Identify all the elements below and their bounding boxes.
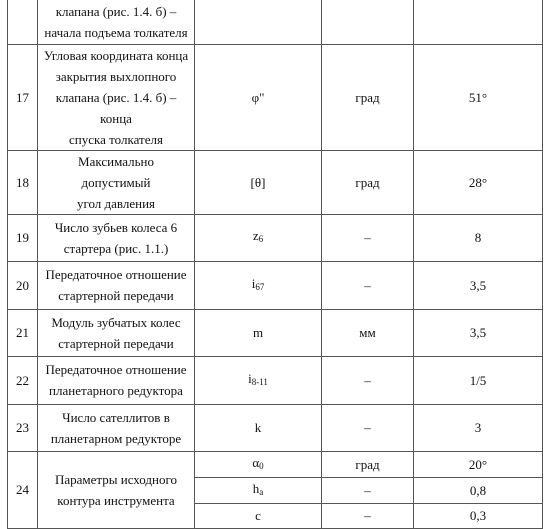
parameter-unit: град	[322, 44, 414, 150]
parameter-value: 20°	[414, 451, 543, 477]
parameter-symbol: φ"	[195, 44, 322, 150]
parameter-value: 3,5	[414, 261, 543, 309]
table-row	[8, 451, 543, 477]
parameter-description: Число сателлитов в планетарном редукторе	[38, 404, 195, 451]
table-row	[8, 214, 543, 261]
parameter-symbol: k	[195, 404, 322, 451]
parameter-unit: –	[322, 261, 414, 309]
parameters-table-page	[7, 0, 542, 523]
parameter-symbol: c	[195, 503, 322, 528]
parameter-value: 3	[414, 404, 543, 451]
parameter-symbol: $h_a$	[195, 477, 322, 503]
parameter-symbol: m	[195, 309, 322, 356]
parameter-description: Число зубьев колеса 6 стартера (рис. 1.1.)	[38, 214, 195, 261]
parameter-value: 1/5	[414, 356, 543, 404]
row-number: 23	[8, 404, 38, 451]
parameter-description: Передаточное отношение планетарного редуктора	[38, 356, 195, 404]
table-row	[8, 309, 543, 356]
parameter-value	[414, 0, 543, 44]
parameter-description: Максимально допустимый угол давления	[38, 150, 195, 214]
parameter-description: клапана (рис. 1.4. б) – начала подъема толкателя	[38, 0, 195, 44]
row-number: 20	[8, 261, 38, 309]
row-number: 21	[8, 309, 38, 356]
parameter-unit: град	[322, 451, 414, 477]
row-number: 18	[8, 150, 38, 214]
parameter-symbol: $i_{8-11}$	[195, 356, 322, 404]
table-row	[8, 150, 543, 214]
parameter-symbol: [θ]	[195, 150, 322, 214]
parameter-value: 28°	[414, 150, 543, 214]
parameter-unit: град	[322, 150, 414, 214]
parameter-value: 51°	[414, 44, 543, 150]
parameter-symbol: $\alpha_0$	[195, 451, 322, 477]
parameter-symbol: $i_{67}$	[195, 261, 322, 309]
row-number: 17	[8, 44, 38, 150]
parameter-unit	[322, 0, 414, 44]
parameter-unit: –	[322, 214, 414, 261]
parameter-symbol	[195, 0, 322, 44]
table-row	[8, 356, 543, 404]
parameter-unit: –	[322, 503, 414, 528]
table-row	[8, 0, 543, 44]
parameter-description: Модуль зубчатых колес стартерной передачи	[38, 309, 195, 356]
parameter-description: Угловая координата конца закрытия выхлопного клапана (рис. 1.4. б) – конца спуска толкателя	[38, 44, 195, 150]
parameter-description: Параметры исходного контура инструмента	[38, 451, 195, 528]
parameter-unit: мм	[322, 309, 414, 356]
parameters-table	[7, 0, 543, 529]
parameter-value: 8	[414, 214, 543, 261]
parameter-unit: –	[322, 356, 414, 404]
row-number: 24	[8, 451, 38, 528]
row-number: 19	[8, 214, 38, 261]
table-row	[8, 44, 543, 150]
parameter-unit: –	[322, 404, 414, 451]
table-row	[8, 261, 543, 309]
parameter-description: Передаточное отношение стартерной передачи	[38, 261, 195, 309]
row-number	[8, 0, 38, 44]
parameter-unit: –	[322, 477, 414, 503]
parameter-value: 3,5	[414, 309, 543, 356]
parameter-symbol: $z_6$	[195, 214, 322, 261]
parameter-value: 0,3	[414, 503, 543, 528]
parameter-value: 0,8	[414, 477, 543, 503]
row-number: 22	[8, 356, 38, 404]
table-row	[8, 404, 543, 451]
